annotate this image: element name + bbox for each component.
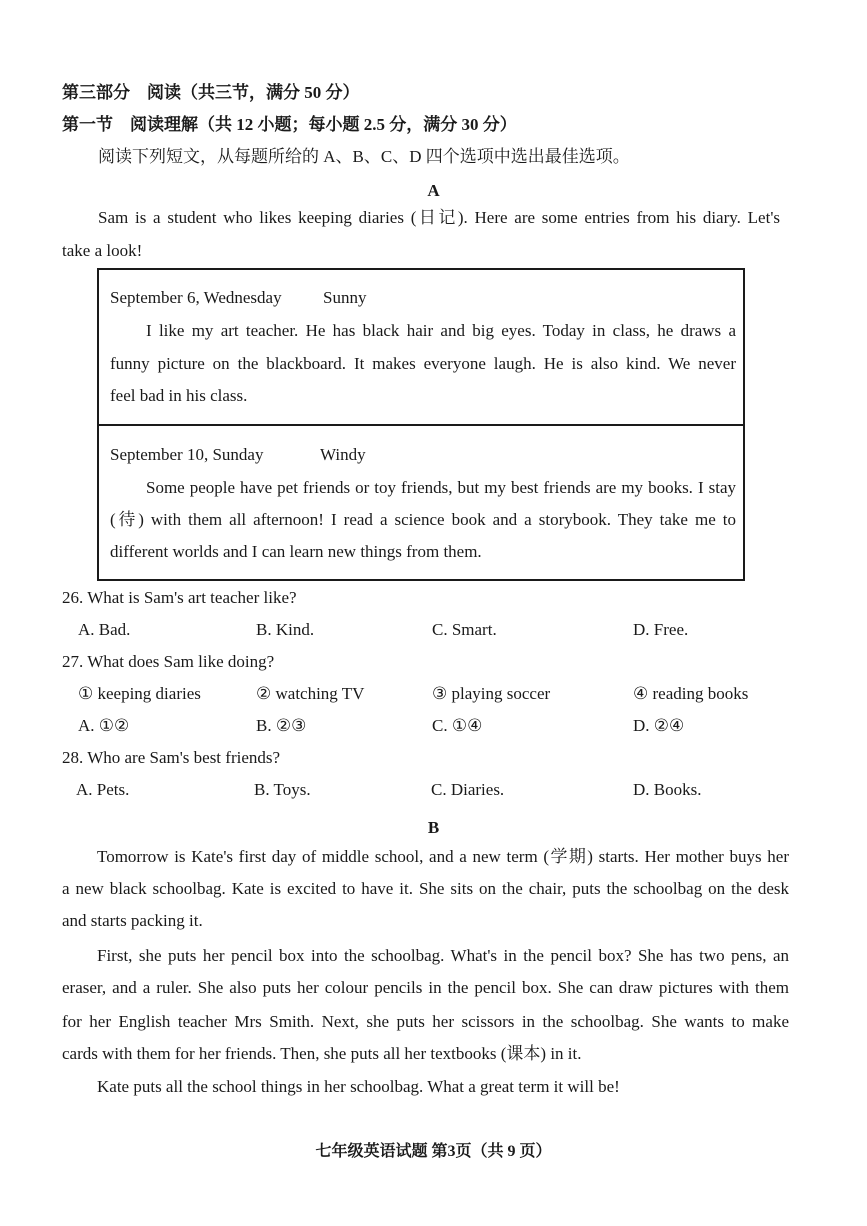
option-c: C. ①④ xyxy=(432,716,483,735)
diary-entry-weather: Windy xyxy=(320,445,366,464)
option-a: A. Bad. xyxy=(78,620,131,639)
question-stem: 27. What does Sam like doing? xyxy=(62,652,275,671)
option-d: D. Books. xyxy=(633,780,702,799)
passage-b-line: Kate puts all the school things in her schoolbag. What a great term it will be! xyxy=(97,1077,620,1096)
diary-entry-line: feel bad in his class. xyxy=(110,386,248,405)
section-title: 第一节 阅读理解（共 12 小题；每小题 2.5 分，满分 30 分） xyxy=(62,115,517,134)
passage-b-line: First, she puts her pencil box into the schoolbag. What's in the pencil box? She has two pens, an xyxy=(97,946,789,965)
part-title: 第三部分 阅读（共三节，满分 50 分） xyxy=(62,83,360,102)
question-stem: 26. What is Sam's art teacher like? xyxy=(62,588,297,607)
question-stem: 28. Who are Sam's best friends? xyxy=(62,748,281,767)
passage-b-line: and starts packing it. xyxy=(62,911,203,930)
choice-item: ① keeping diaries xyxy=(78,684,201,703)
diary-entry-line: Some people have pet friends or toy friends, but my best friends are my books. I stay xyxy=(146,478,736,497)
diary-entry-line: (待) with them all afternoon! I read a science book and a storybook. They take me to xyxy=(110,510,736,529)
option-d: D. ②④ xyxy=(633,716,685,735)
instructions: 阅读下列短文，从每题所给的 A、B、C、D 四个选项中选出最佳选项。 xyxy=(98,147,630,166)
choice-item: ② watching TV xyxy=(256,684,365,703)
passage-b-line: cards with them for her friends. Then, she puts all her textbooks (课本) in it. xyxy=(62,1044,582,1063)
option-a: A. ①② xyxy=(78,716,130,735)
passage-b-line: Tomorrow is Kate's first day of middle school, and a new term (学期) starts. Her mother buys her xyxy=(97,847,789,866)
option-c: C. Diaries. xyxy=(431,780,505,799)
choice-item: ③ playing soccer xyxy=(432,684,551,703)
passage-b-line: eraser, and a ruler. She also puts her colour pencils in the pencil box. She can draw pictures with them xyxy=(62,978,789,997)
option-b: B. ②③ xyxy=(256,716,307,735)
passage-a-intro-line-2: take a look! xyxy=(62,241,143,260)
passage-b-label: B xyxy=(427,818,440,837)
diary-entry-line: different worlds and I can learn new things from them. xyxy=(110,542,482,561)
diary-entry-line: funny picture on the blackboard. It makes everyone laugh. He is also kind. We never xyxy=(110,354,736,373)
option-a: A. Pets. xyxy=(76,780,130,799)
diary-box xyxy=(97,268,745,581)
option-d: D. Free. xyxy=(633,620,689,639)
passage-a-intro-line-1: Sam is a student who likes keeping diaries (日记). Here are some entries from his diary. Let's xyxy=(98,208,780,227)
option-b: B. Kind. xyxy=(256,620,315,639)
diary-entry xyxy=(99,426,743,579)
diary-entry-weather: Sunny xyxy=(323,288,367,307)
diary-entry xyxy=(99,270,743,426)
diary-entry-date: September 6, Wednesday xyxy=(110,288,282,307)
passage-b-line: a new black schoolbag. Kate is excited to have it. She sits on the chair, puts the schoolbag on the desk xyxy=(62,879,789,898)
passage-a-label: A xyxy=(427,181,440,200)
choice-item: ④ reading books xyxy=(633,684,749,703)
passage-b-line: for her English teacher Mrs Smith. Next, she puts her scissors in the schoolbag. She wants to make xyxy=(62,1012,789,1031)
option-b: B. Toys. xyxy=(254,780,311,799)
diary-entry-date: September 10, Sunday xyxy=(110,445,264,464)
diary-entry-line: I like my art teacher. He has black hair and big eyes. Today in class, he draws a xyxy=(146,321,736,340)
option-c: C. Smart. xyxy=(432,620,497,639)
page-footer: 七年级英语试题 第3页（共 9 页） xyxy=(315,1143,552,1160)
